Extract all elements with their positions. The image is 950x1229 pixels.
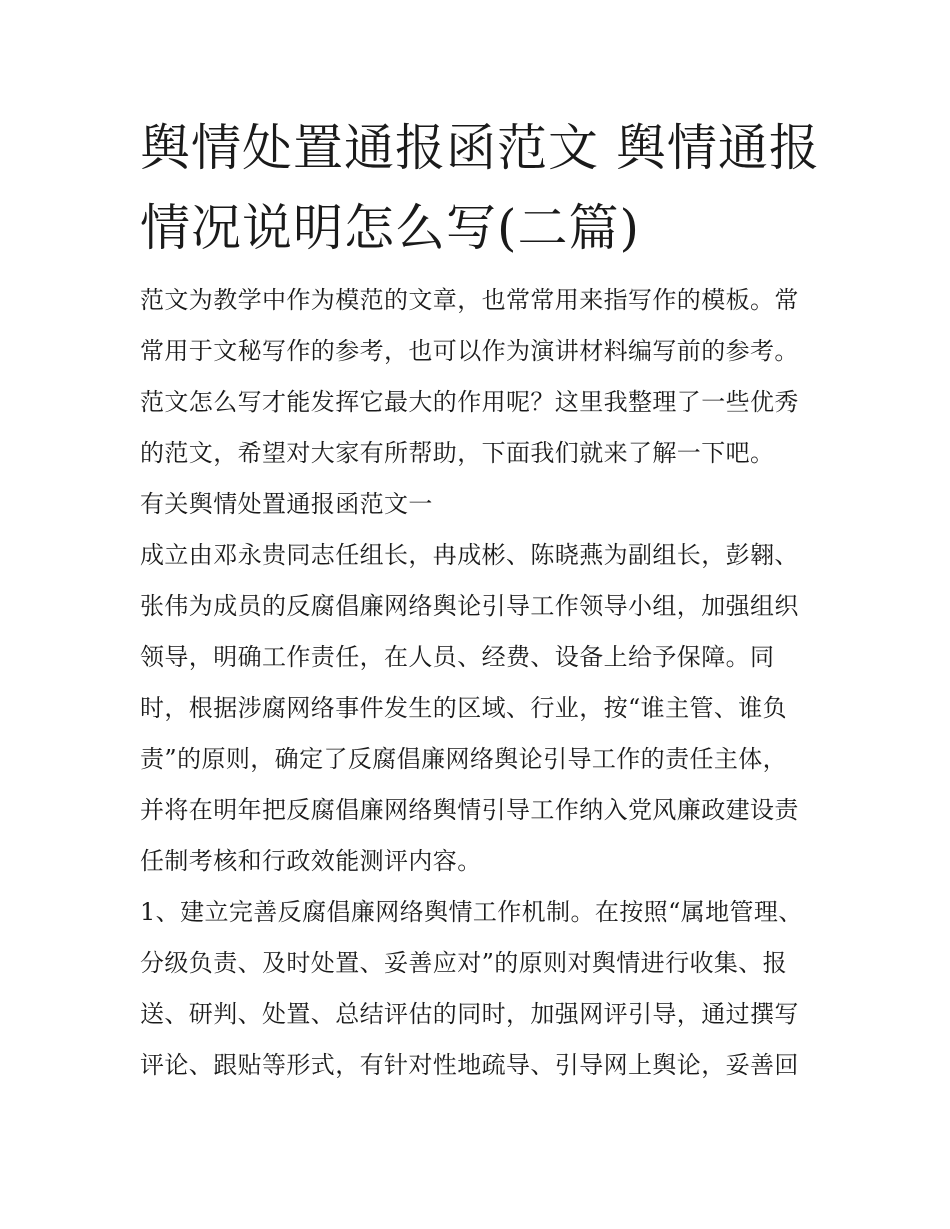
body-line: 领导，明确工作责任，在人员、经费、设备上给予保障。同 [140,643,775,671]
body-line: 常用于文秘写作的参考，也可以作为演讲材料编写前的参考。 [140,337,799,365]
body-line: 评论、跟贴等形式，有针对性地疏导、引导网上舆论，妥善回 [140,1051,799,1079]
section-heading: 有关舆情处置通报函范文一 [140,490,433,518]
body-line: 责”的原则，确定了反腐倡廉网络舆论引导工作的责任主体， [140,745,788,773]
body-line: 范文怎么写才能发挥它最大的作用呢？这里我整理了一些优秀 [140,388,799,416]
body-line: 分级负责、及时处置、妥善应对”的原则对舆情进行收集、报 [140,949,788,977]
document-body [140,275,820,1091]
body-line: 任制考核和行政效能测评内容。 [140,847,482,875]
body-line: 张伟为成员的反腐倡廉网络舆论引导工作领导小组，加强组织 [140,592,799,620]
title-line: 情况说明怎么写(二篇) [140,199,641,257]
body-line: 1、建立完善反腐倡廉网络舆情工作机制。在按照“属地管理、 [140,898,803,926]
body-line: 送、研判、处置、总结评估的同时，加强网评引导，通过撰写 [140,1000,799,1028]
document-title [140,108,820,268]
body-line: 并将在明年把反腐倡廉网络舆情引导工作纳入党风廉政建设责 [140,796,799,824]
title-line: 舆情处置通报函范文 舆情通报 [140,119,820,177]
body-line: 成立由邓永贵同志任组长，冉成彬、陈晓燕为副组长，彭翱、 [140,541,799,569]
body-line: 的范文，希望对大家有所帮助，下面我们就来了解一下吧。 [140,439,775,467]
body-line: 时，根据涉腐网络事件发生的区域、行业，按“谁主管、谁负 [140,694,788,722]
body-line: 范文为教学中作为模范的文章，也常常用来指写作的模板。常 [140,286,799,314]
